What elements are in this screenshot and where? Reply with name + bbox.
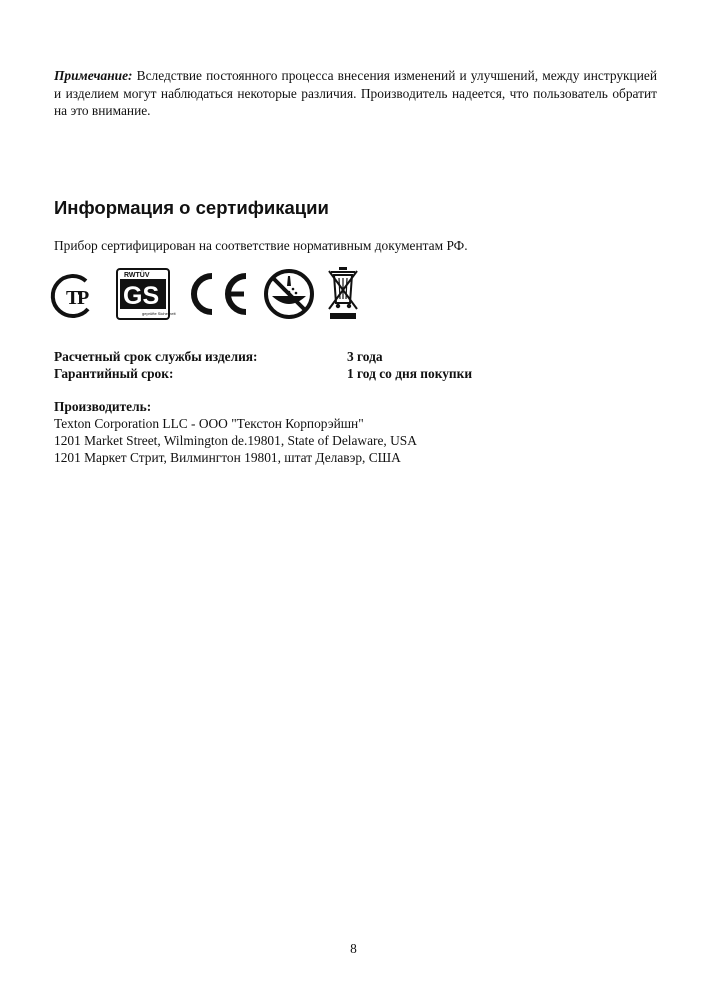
page-number: 8 <box>350 941 357 956</box>
manufacturer-line: 1201 Маркет Стрит, Вилмингтон 19801, штат Делавэр, США <box>54 450 401 465</box>
weee-bin-icon <box>326 265 360 321</box>
gs-top-text: RWTÜV <box>124 272 150 279</box>
gs-letters: GS <box>123 282 160 310</box>
certification-logos <box>46 265 366 321</box>
note-label: Примечание: <box>54 68 133 83</box>
no-water-icon <box>260 268 318 320</box>
manufacturer-title: Производитель: <box>54 399 152 414</box>
certification-heading: Информация о сертификации <box>54 197 329 218</box>
manufacturer-block <box>54 398 417 466</box>
spec-label: Гарантийный срок: <box>54 366 174 381</box>
svg-text:Т: Т <box>66 287 80 309</box>
manufacturer-line: Texton Corporation LLC - ООО "Текстон Корпорэйшн" <box>54 416 364 431</box>
spec-row-warranty <box>54 365 514 382</box>
manufacturer-line: 1201 Market Street, Wilmington de.19801, State of Delaware, USA <box>54 433 417 448</box>
ce-mark-icon <box>182 270 254 318</box>
certification-text: Прибор сертифицирован на соответствие нормативным документам РФ. <box>54 238 468 253</box>
svg-text:Р: Р <box>77 287 90 309</box>
gs-mark-icon <box>116 268 176 320</box>
gost-tp-icon <box>46 273 102 319</box>
spec-label: Расчетный срок службы изделия: <box>54 349 258 364</box>
spec-value: 3 года <box>347 349 383 364</box>
note-text: Вследствие постоянного процесса внесения изменений и улучшений, между инструкцией и изделием могут наблюдаться некоторые различия. Производитель надеется, что пользователь обратит на это внимание. <box>54 68 657 118</box>
note-paragraph <box>54 67 657 120</box>
gs-bottom-text: geprüfte Sicherheit <box>142 311 176 316</box>
spec-value: 1 год со дня покупки <box>347 366 473 381</box>
spec-row-service-life <box>54 348 514 365</box>
specs-block <box>54 348 514 382</box>
